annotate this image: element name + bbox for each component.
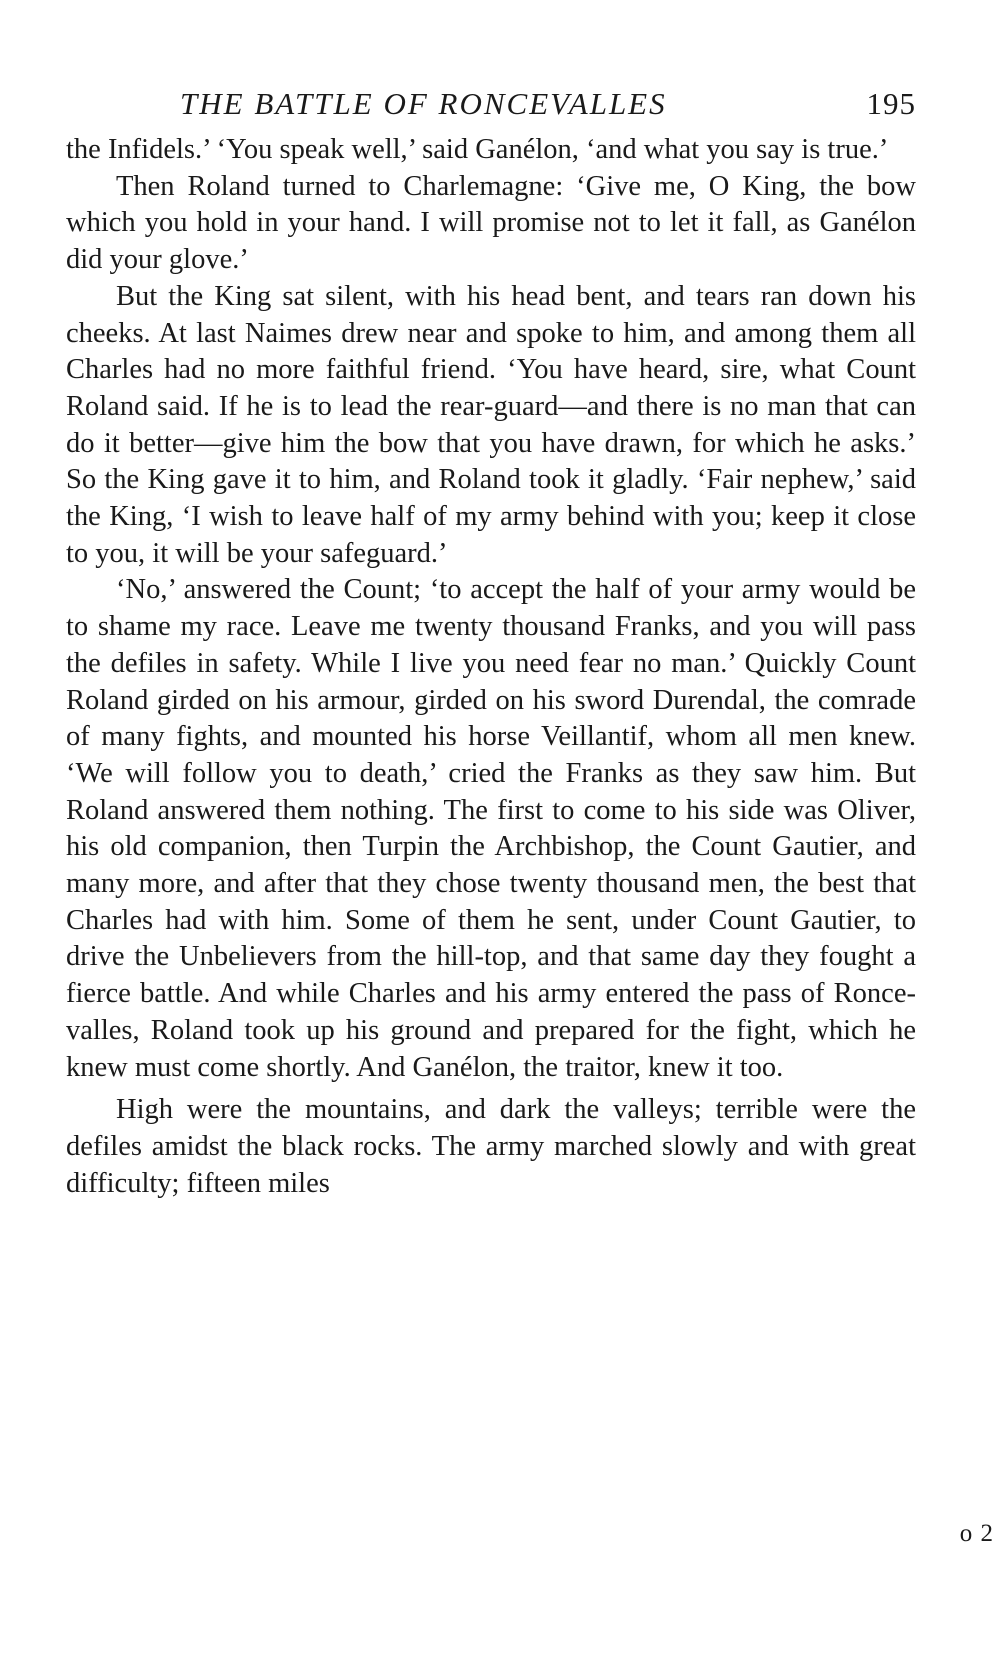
book-page xyxy=(66,84,916,1202)
page-number: 195 xyxy=(866,86,916,121)
body-text xyxy=(66,132,916,1202)
running-title: THE BATTLE OF RONCEVALLES xyxy=(180,86,667,121)
running-head xyxy=(66,84,916,124)
paragraph-king-silent: But the King sat silent, with his head bent, and tears ran down his cheeks. At last Naimes drew near and spoke to him, and among them all Charles had no more faithful friend. ‘You have heard, sire, what Count Roland said. If he is to lead the rear-guard—and there is no man that can do it better—give him the bow that you have drawn, for which he asks.’ So the King gave it to him, and Roland took it gladly. ‘Fair nephew,’ said the King, ‘I wish to leave half of my army behind with you; keep it close to you, it will be your safeguard.’ xyxy=(66,280,916,569)
signature-mark: o 2 xyxy=(959,1520,994,1547)
paragraph-continuation: the Infidels.’ ‘You speak well,’ said Ganélon, ‘and what you say is true.’ xyxy=(66,134,889,165)
paragraph-roland-request: Then Roland turned to Charlemagne: ‘Give me, O King, the bow which you hold in your hand. I will promise not to let it fall, as Ganélon did your glove.’ xyxy=(66,170,916,276)
paragraph-count-answer: ‘No,’ answered the Count; ‘to accept the half of your army would be to shame my race. Leave me twenty thousand Franks, and you will pass the defiles in safety. While I live you need fear no man.’ Quickly Count Roland girded on his armour, girded on his sword Durendal, the comrade of many fights, and mounted his horse Veillantif, whom all men knew. ‘We will follow you to death,’ cried the Franks as they saw him. But Roland answered them nothing. The first to come to his side was Oliver, his old companion, then Turpin the Archbishop, the Count Gautier, and many more, and after that they chose twenty thousand men, the best that Charles had with him. Some of them he sent, under Count Gautier, to drive the Unbelievers from the hill-top, and that same day they fought a fierce battle. And while Charles and his army entered the pass of Roncevalles, Roland took up his ground and prepared for the fight, which he knew must come shortly. And Ganélon, the traitor, knew it too. xyxy=(66,574,916,1083)
paragraph-mountains: High were the mountains, and dark the valleys; terrible were the defiles amidst the black rocks. The army marched slowly and with great difficulty; fifteen miles xyxy=(66,1094,916,1199)
